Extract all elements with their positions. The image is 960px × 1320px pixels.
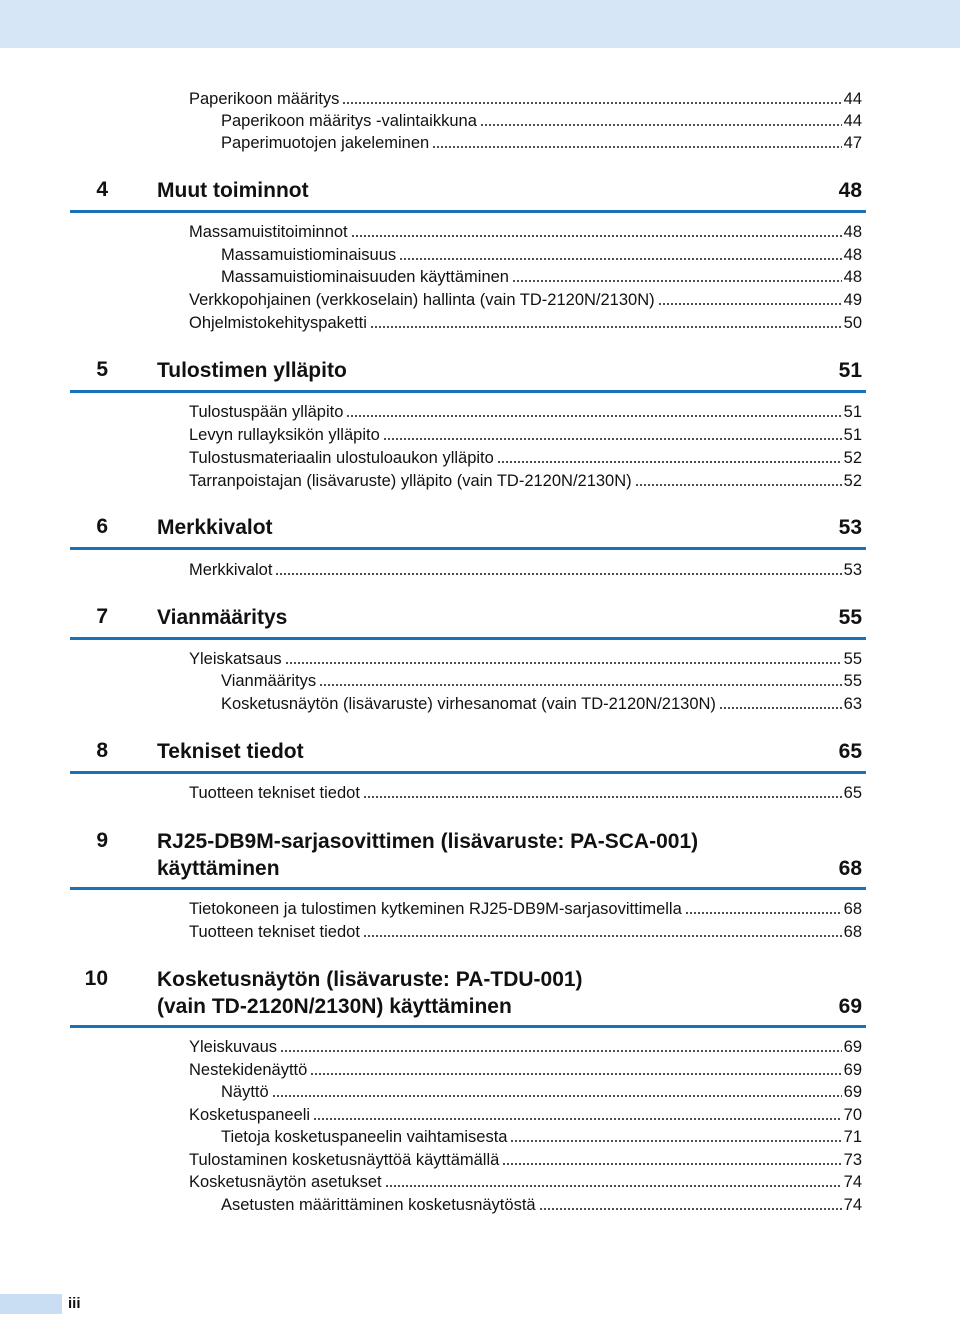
dot-leader <box>497 460 842 464</box>
toc-subentry[interactable] <box>221 132 862 154</box>
dot-leader <box>275 572 841 576</box>
toc-entry-title: Verkkopohjainen (verkkoselain) hallinta (vain TD-2120N/2130N) <box>189 291 655 309</box>
chapter-title: Tulostimen ylläpito <box>157 359 347 382</box>
toc-entry-title: Tulostaminen kosketusnäyttöä käyttämällä <box>189 1151 500 1169</box>
toc-entry-title: Näyttö <box>221 1083 269 1101</box>
toc-subentry[interactable] <box>221 110 862 132</box>
toc-entry-page: 69 <box>843 1038 862 1056</box>
dot-leader <box>658 302 842 306</box>
chapter-page: 53 <box>838 516 862 539</box>
toc-entry-page: 52 <box>843 472 862 490</box>
chapter-number: 6 <box>96 515 108 538</box>
toc-entry[interactable] <box>189 782 862 804</box>
chapter-title: Vianmääritys <box>157 606 288 629</box>
chapter-title: Merkkivalot <box>157 516 273 539</box>
dot-leader <box>370 325 842 329</box>
toc-entry-page: 51 <box>843 403 862 421</box>
toc-entry-page: 48 <box>843 268 862 286</box>
toc-subentry[interactable] <box>221 670 862 692</box>
chapter-page: 55 <box>838 606 862 629</box>
dot-leader <box>363 934 842 938</box>
toc-subentry[interactable] <box>221 693 862 715</box>
dot-leader <box>351 234 842 238</box>
toc-entry-page: 50 <box>843 314 862 332</box>
chapter-page: 51 <box>838 359 862 382</box>
toc-entry-page: 48 <box>843 246 862 264</box>
chapter-page: 48 <box>838 179 862 202</box>
chapter-number: 4 <box>96 178 108 201</box>
chapter-heading-7[interactable] <box>70 605 866 640</box>
toc-entry-title: Paperimuotojen jakeleminen <box>221 134 430 152</box>
toc-entry-page: 44 <box>843 112 862 130</box>
chapter-title-line2: (vain TD-2120N/2130N) käyttäminen <box>157 995 512 1018</box>
toc-entry-page: 73 <box>843 1151 862 1169</box>
chapter-title-line1: Kosketusnäytön (lisävaruste: PA-TDU-001) <box>157 968 583 991</box>
chapter-heading-10[interactable] <box>70 967 866 1028</box>
toc-entry-page: 48 <box>843 223 862 241</box>
toc-entry-page: 70 <box>843 1106 862 1124</box>
toc-entry-page: 69 <box>843 1061 862 1079</box>
toc-entry[interactable] <box>189 1059 862 1081</box>
toc-entry-page: 53 <box>843 561 862 579</box>
toc-entry-title: Tuotteen tekniset tiedot <box>189 923 360 941</box>
chapter-page: 68 <box>838 857 862 880</box>
dot-leader <box>502 1162 841 1166</box>
toc-entry[interactable] <box>189 424 862 446</box>
toc-entry-page: 71 <box>843 1128 862 1146</box>
toc-entry-title: Kosketusnäytön asetukset <box>189 1173 382 1191</box>
chapter-heading-9[interactable] <box>70 829 866 890</box>
toc-entry-title: Merkkivalot <box>189 561 273 579</box>
chapter-title: Muut toiminnot <box>157 179 309 202</box>
toc-entry[interactable] <box>189 447 862 469</box>
dot-leader <box>285 661 842 665</box>
dot-leader <box>313 1117 842 1121</box>
chapter-number: 7 <box>96 605 108 628</box>
toc-entry[interactable] <box>189 88 862 110</box>
toc-entry[interactable] <box>189 470 862 492</box>
dot-leader <box>510 1139 841 1143</box>
dot-leader <box>685 911 842 915</box>
toc-entry-page: 51 <box>843 426 862 444</box>
toc-entry[interactable] <box>189 648 862 670</box>
toc-entry[interactable] <box>189 921 862 943</box>
toc-entry[interactable] <box>189 221 862 243</box>
chapter-heading-4[interactable] <box>70 178 866 213</box>
toc-entry-title: Tietoja kosketuspaneelin vaihtamisesta <box>221 1128 508 1146</box>
toc-entry-title: Yleiskuvaus <box>189 1038 278 1056</box>
toc-entry-title: Tietokoneen ja tulostimen kytkeminen RJ25-DB9M-sarjasovittimella <box>189 900 682 918</box>
chapter-number: 5 <box>96 358 108 381</box>
toc-entry[interactable] <box>189 401 862 423</box>
dot-leader <box>539 1207 842 1211</box>
toc-entry-page: 63 <box>843 695 862 713</box>
chapter-title-line1: RJ25-DB9M-sarjasovittimen (lisävaruste: PA-SCA-001) <box>157 830 699 853</box>
toc-entry-page: 68 <box>843 900 862 918</box>
toc-entry[interactable] <box>189 1036 862 1058</box>
toc-subentry[interactable] <box>221 1126 862 1148</box>
toc-entry-page: 47 <box>843 134 862 152</box>
toc-entry-title: Kosketusnäytön (lisävaruste) virhesanomat (vain TD-2120N/2130N) <box>221 695 716 713</box>
toc-entry-title: Ohjelmistokehityspaketti <box>189 314 367 332</box>
toc-entry[interactable] <box>189 1104 862 1126</box>
toc-entry-title: Vianmääritys <box>221 672 317 690</box>
dot-leader <box>346 414 841 418</box>
toc-entry-title: Massamuistiominaisuus <box>221 246 397 264</box>
chapter-number: 8 <box>96 739 108 762</box>
dot-leader <box>272 1094 842 1098</box>
toc-entry-page: 69 <box>843 1083 862 1101</box>
toc-entry-title: Tulostuspään ylläpito <box>189 403 344 421</box>
dot-leader <box>363 795 842 799</box>
chapter-heading-8[interactable] <box>70 739 866 774</box>
toc-entry[interactable] <box>189 312 862 334</box>
toc-subentry[interactable] <box>221 1194 862 1216</box>
toc-entry-page: 55 <box>843 672 862 690</box>
chapter-number: 10 <box>84 967 108 990</box>
toc-entry-page: 55 <box>843 650 862 668</box>
dot-leader <box>342 101 841 105</box>
toc-subentry[interactable] <box>221 1081 862 1103</box>
toc-entry-page: 65 <box>843 784 862 802</box>
chapter-page: 69 <box>838 995 862 1018</box>
toc-entry-title: Tuotteen tekniset tiedot <box>189 784 360 802</box>
dot-leader <box>385 1184 842 1188</box>
toc-entry-page: 68 <box>843 923 862 941</box>
chapter-number: 9 <box>96 829 108 852</box>
header-band <box>0 0 960 48</box>
footer-page-number: iii <box>68 1295 81 1312</box>
toc-entry-title: Massamuistiominaisuuden käyttäminen <box>221 268 509 286</box>
toc-entry[interactable] <box>189 1149 862 1171</box>
toc-entry-page: 49 <box>843 291 862 309</box>
toc-subentry[interactable] <box>221 266 862 288</box>
toc-entry-title: Paperikoon määritys -valintaikkuna <box>221 112 477 130</box>
toc-entry-title: Nestekidenäyttö <box>189 1061 308 1079</box>
dot-leader <box>635 483 842 487</box>
toc-entry[interactable] <box>189 1171 862 1193</box>
dot-leader <box>383 437 842 441</box>
toc-entry-title: Massamuistitoiminnot <box>189 223 348 241</box>
chapter-page: 65 <box>838 740 862 763</box>
toc-entry[interactable] <box>189 898 862 920</box>
toc-entry-title: Tarranpoistajan (lisävaruste) ylläpito (vain TD-2120N/2130N) <box>189 472 632 490</box>
dot-leader <box>512 279 842 283</box>
toc-entry-title: Levyn rullayksikön ylläpito <box>189 426 380 444</box>
toc-entry-page: 44 <box>843 90 862 108</box>
toc-subentry[interactable] <box>221 244 862 266</box>
toc-entry-title: Asetusten määrittäminen kosketusnäytöstä <box>221 1196 536 1214</box>
footer-band <box>0 1294 62 1314</box>
dot-leader <box>432 145 841 149</box>
dot-leader <box>719 706 842 710</box>
chapter-heading-5[interactable] <box>70 358 866 393</box>
chapter-title: Tekniset tiedot <box>157 740 304 763</box>
toc-entry-title: Yleiskatsaus <box>189 650 282 668</box>
chapter-heading-6[interactable] <box>70 515 866 550</box>
toc-entry-page: 74 <box>843 1196 862 1214</box>
toc-entry[interactable] <box>189 289 862 311</box>
dot-leader <box>310 1072 841 1076</box>
dot-leader <box>480 123 842 127</box>
chapter-title-line2: käyttäminen <box>157 857 280 880</box>
dot-leader <box>280 1049 842 1053</box>
toc-entry-page: 74 <box>843 1173 862 1191</box>
toc-entry-title: Kosketuspaneeli <box>189 1106 311 1124</box>
toc-entry-title: Tulostusmateriaalin ulostuloaukon ylläpito <box>189 449 494 467</box>
toc-entry-page: 52 <box>843 449 862 467</box>
toc-entry-title: Paperikoon määritys <box>189 90 340 108</box>
toc-entry[interactable] <box>189 559 862 581</box>
dot-leader <box>319 683 842 687</box>
dot-leader <box>399 257 841 261</box>
